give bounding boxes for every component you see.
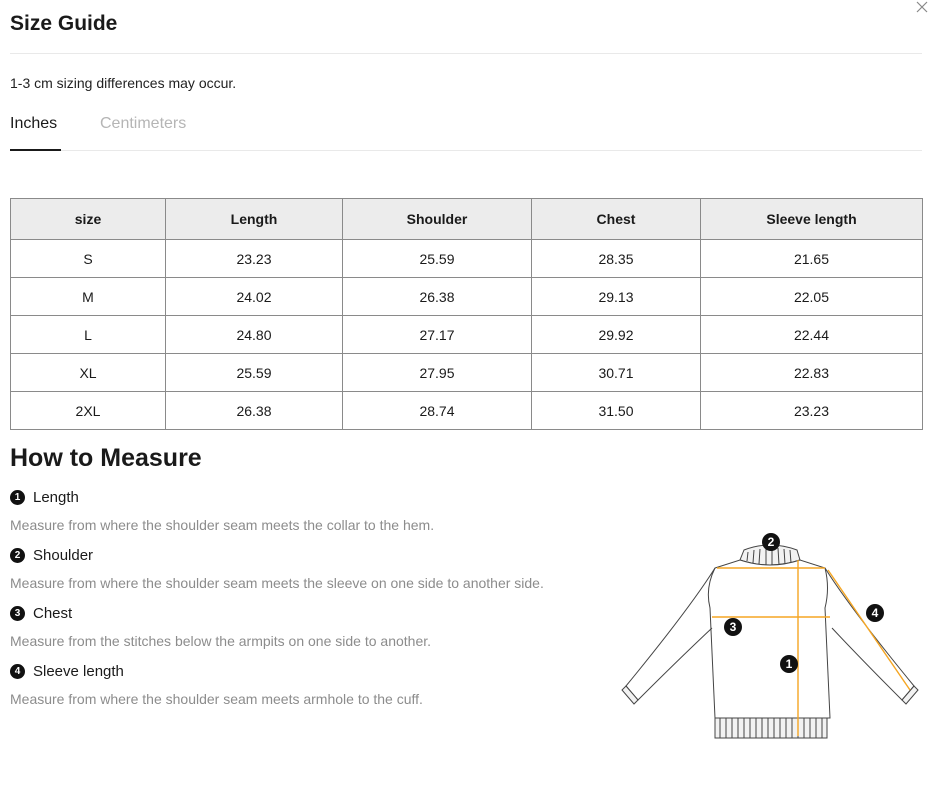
column-header: size: [11, 199, 166, 240]
measure-item-length: [10, 488, 434, 533]
table-cell: 25.59: [343, 240, 532, 278]
table-cell: M: [11, 278, 166, 316]
number-4-icon: 4: [10, 664, 25, 679]
table-cell: 26.38: [343, 278, 532, 316]
table-cell: 29.92: [532, 316, 701, 354]
column-header: Sleeve length: [701, 199, 923, 240]
table-cell: 22.83: [701, 354, 923, 392]
table-cell: 28.74: [343, 392, 532, 430]
table-cell: 23.23: [166, 240, 343, 278]
table-cell: 29.13: [532, 278, 701, 316]
tab-centimeters[interactable]: Centimeters: [100, 115, 187, 132]
table-cell: 24.80: [166, 316, 343, 354]
page-title: Size Guide: [10, 12, 118, 35]
table-row: [11, 316, 923, 354]
measure-item-name: Chest: [33, 604, 73, 622]
table-cell: 28.35: [532, 240, 701, 278]
column-header: Shoulder: [343, 199, 532, 240]
active-tab-indicator: [10, 149, 61, 151]
svg-text:1: 1: [785, 657, 793, 671]
tab-inches[interactable]: Inches: [10, 115, 58, 132]
table-cell: S: [11, 240, 166, 278]
size-table: [10, 198, 923, 430]
measure-item-sleeve-length: [10, 662, 423, 707]
table-cell: 31.50: [532, 392, 701, 430]
measure-item-desc: Measure from where the shoulder seam meets the sleeve on one side to another side.: [10, 575, 544, 591]
table-cell: XL: [11, 354, 166, 392]
table-cell: 24.02: [166, 278, 343, 316]
table-row: [11, 354, 923, 392]
number-3-icon: 3: [10, 606, 25, 621]
measure-item-desc: Measure from the stitches below the armpits on one side to another.: [10, 633, 432, 649]
table-row: [11, 278, 923, 316]
unit-tabs: [10, 105, 922, 151]
sweater-diagram-icon: [620, 528, 920, 743]
measure-item-desc: Measure from where the shoulder seam meets armhole to the cuff.: [10, 691, 423, 707]
table-cell: 21.65: [701, 240, 923, 278]
svg-text:2: 2: [767, 535, 775, 549]
how-to-measure-title: How to Measure: [10, 444, 202, 472]
header-divider: [10, 53, 922, 54]
table-cell: 26.38: [166, 392, 343, 430]
table-cell: 23.23: [701, 392, 923, 430]
table-cell: 22.05: [701, 278, 923, 316]
measure-item-name: Length: [33, 488, 79, 506]
table-row: [11, 240, 923, 278]
table-cell: 25.59: [166, 354, 343, 392]
table-cell: 22.44: [701, 316, 923, 354]
column-header: Length: [166, 199, 343, 240]
tabs-divider: [10, 150, 922, 151]
measure-item-name: Shoulder: [33, 546, 94, 564]
table-cell: L: [11, 316, 166, 354]
table-cell: 2XL: [11, 392, 166, 430]
number-2-icon: 2: [10, 548, 25, 563]
table-header-row: [11, 199, 923, 240]
table-cell: 27.95: [343, 354, 532, 392]
close-icon: [916, 1, 928, 13]
measure-item-name: Sleeve length: [33, 662, 124, 680]
svg-text:4: 4: [871, 606, 879, 620]
column-header: Chest: [532, 199, 701, 240]
measure-item-desc: Measure from where the shoulder seam meets the collar to the hem.: [10, 517, 435, 533]
table-cell: 27.17: [343, 316, 532, 354]
measure-item-chest: [10, 604, 431, 649]
sizing-note: 1-3 cm sizing differences may occur.: [10, 75, 237, 91]
close-button[interactable]: [914, 0, 930, 14]
number-1-icon: 1: [10, 490, 25, 505]
measure-item-shoulder: [10, 546, 544, 591]
table-cell: 30.71: [532, 354, 701, 392]
svg-text:3: 3: [729, 620, 737, 634]
table-row: [11, 392, 923, 430]
